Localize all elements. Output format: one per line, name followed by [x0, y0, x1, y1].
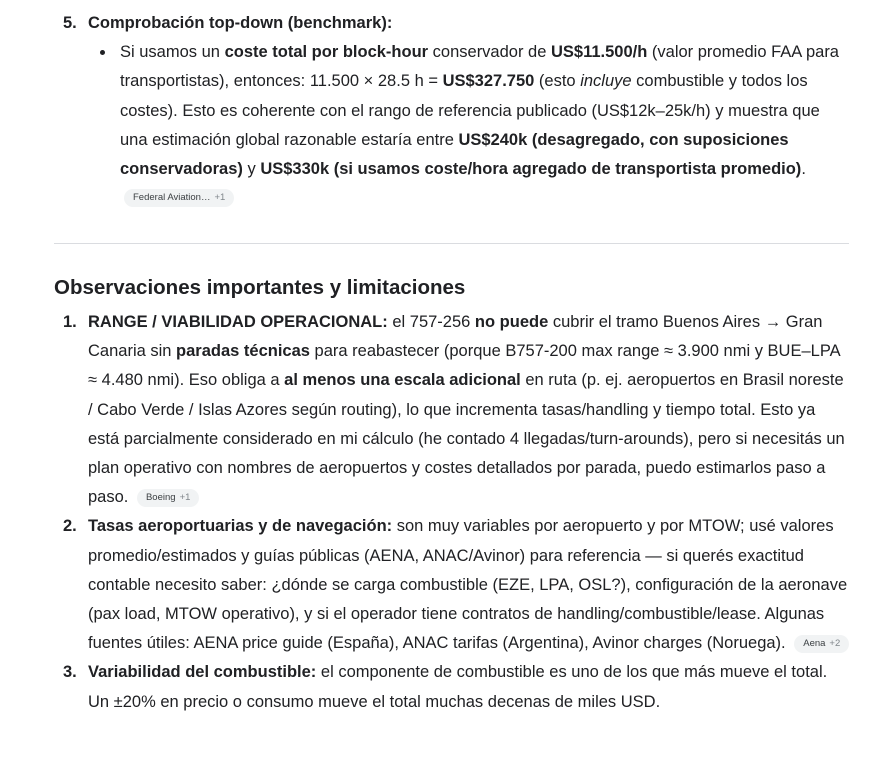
section-divider — [54, 243, 849, 244]
list-item-5 — [63, 9, 848, 207]
citation-chip-faa[interactable]: Federal Aviation… +1 — [124, 189, 234, 207]
bullet-dot — [100, 50, 105, 55]
list-item-1: 1. RANGE / VIABILIDAD OPERACIONAL: el 757-256 no puede cubrir el tramo Buenos Aires → Gran Canaria sin paradas técnicas para reabastecer (porque B757-200 max range ≈ 3.900 nmi y BUE–LPA ≈ 4.480 nmi). Eso obliga a al menos una escala adicional en ruta (p. ej. aeropuertos en Brasil noreste / Cabo Verde / Islas Azores según routing), lo que incrementa tasas/handling y tiempo total. Esto ya está parcialmente considerado en mi cálculo (he contado 4 llegadas/turn-arounds), pero si necesitás un plan operativo con nombres de aeropuertos y costes detallados por parada, puedo estimarlos paso a paso. Boeing +1 — [63, 313, 845, 507]
section-heading: Observaciones importantes y limitaciones — [54, 276, 466, 299]
list-item-3: 3. Variabilidad del combustible: el componente de combustible es uno de los que más mueve el total. Un ±20% en precio o consumo mueve el total muchas decenas de miles USD. — [63, 663, 828, 711]
observations-list — [63, 308, 850, 717]
citation-chip-boeing[interactable]: Boeing +1 — [137, 489, 199, 507]
citation-chip-aena[interactable]: Aena +2 — [794, 635, 849, 653]
item-title: Comprobación top-down (benchmark): — [88, 14, 393, 32]
list-item-2: 2. Tasas aeroportuarias y de navegación: son muy variables por aeropuerto y por MTOW; usé valores promedio/estimados y guías públicas (AENA, ANAC/Avinor) para referencia — si querés exactitud contable necesito saber: ¿dónde se carga combustible (EZE, LPA, OSL?), configuración de la aeronave (pax load, MTOW operativo), y si el operador tiene contratos de handling/combustible/lease. Algunas fuentes útiles: AENA price guide (España), ANAC tarifas (Argentina), Avinor charges (Noruega). Aena +2 — [88, 512, 850, 658]
bullet-item: Si usamos un coste total por block-hour conservador de US$11.500/h (valor promedio FAA para transportistas), entonces: 11.500 × 28.5 h = US$327.750 (esto incluye combustible y todos los costes). Esto es coherente con el rango de referencia publicado (US$12k–25k/h) y muestra que una estimación global razonable estaría entre US$240k (desagregado, con suposiciones conservadoras) y US$330k (si usamos coste/hora agregado de transportista promedio). Federal Aviation… +1 — [120, 38, 848, 207]
list-number: 5. — [63, 14, 77, 32]
